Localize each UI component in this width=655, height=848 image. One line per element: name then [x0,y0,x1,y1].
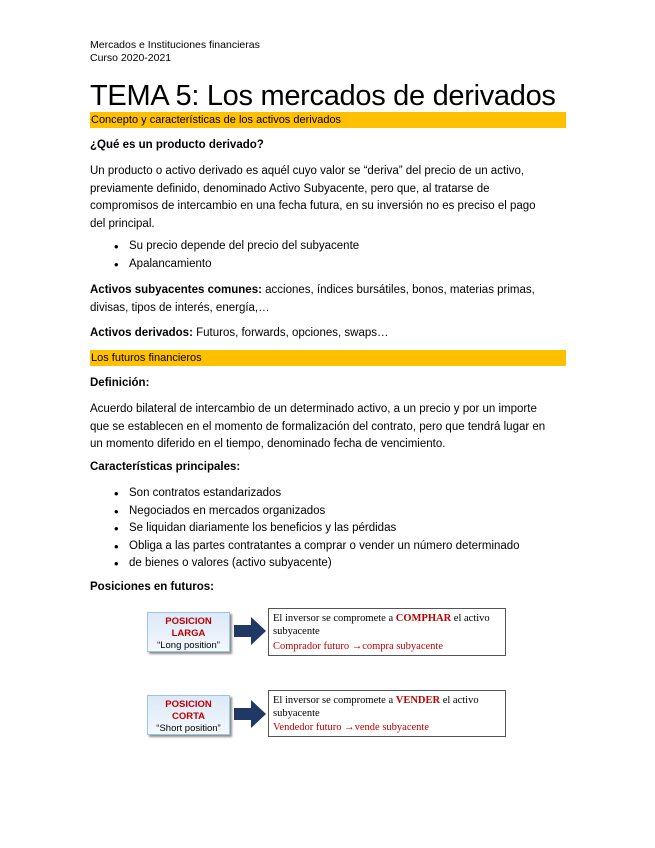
futures-definition-paragraph [90,401,566,454]
bullet-item: • Negociados en mercados organizados [114,503,520,521]
definition-line: Un producto o activo derivado es aquél cuyo valor se “deriva” del precio de un activo, [90,165,525,177]
page-title: TEMA 5: Los mercados de derivados [90,80,556,112]
characteristics-heading: Características principales: [90,461,241,473]
desc-verb: VENDER [395,695,441,706]
short-position-type: CORTA [171,711,206,722]
positions-heading: Posiciones en futuros: [90,581,214,593]
subyacentes-text-line2: divisas, tipos de interés, energía,… [90,301,270,314]
subyacentes-paragraph [90,282,566,317]
short-position-label: POSICION [165,699,212,710]
bullet-item: • Obliga a las partes contratantes a comprar o vender un número determinado [114,538,520,556]
long-position-description [268,608,506,656]
desc-line2: subyacente [273,708,320,719]
definition-line: un momento diferido en el tiempo, denominado fecha de vencimiento. [90,438,446,450]
definition-line: del principal. [90,217,155,230]
desc-verb: COMPHAR [395,613,452,624]
subyacentes-label: Activos subyacentes comunes: [90,284,262,296]
derivados-text: Futuros, forwards, opciones, swaps… [192,327,389,339]
definition-line: que se establecen en el momento de formalización del contrato, pero que tendrá lugar en [90,420,546,433]
bullet-item: • Apalancamiento [114,256,359,274]
question-heading: ¿Qué es un producto derivado? [90,139,264,151]
derivados-label: Activos derivados: [90,327,193,339]
long-position-box [147,612,230,652]
long-position-label: POSICION [165,616,212,627]
long-position-type: LARGA [171,628,206,639]
definition-paragraph [90,163,566,233]
section-band-futuros: Los futuros financieros [90,350,566,366]
course-year: Curso 2020-2021 [90,52,172,64]
desc-line3: Comprador futuro →compra subyacente [273,641,443,652]
long-position-english: “Long position” [157,640,220,651]
bullet-item: • Su precio depende del precio del subyacente [114,238,359,256]
desc-text: El inversor se compromete a [273,613,396,624]
desc-text: el activo [451,613,490,624]
right-arrow-icon [234,617,266,645]
section-band-concepto: Concepto y características de los activos derivados [90,112,566,128]
definition-line: previamente definido, denominado Activo Subyacente, pero que, al tratarse de [90,182,490,195]
definition-heading: Definición: [90,377,150,389]
subyacentes-text: acciones, índices bursátiles, bonos, materias primas, [261,284,535,296]
bullet-item: • de bienes o valores (activo subyacente) [114,555,520,573]
definition-line: compromisos de intercambio en una fecha futura, en su inversión no es preciso el pago [90,200,536,212]
desc-line3: Vendedor futuro →vende subyacente [273,722,429,733]
course-name: Mercados e Instituciones financieras [90,39,260,51]
bullet-item: • Son contratos estandarizados [114,485,520,503]
bullet-item: • Se liquidan diariamente los beneficios y las pérdidas [114,520,520,538]
desc-line2: subyacente [273,626,320,637]
short-position-box [147,695,230,735]
derivados-paragraph [90,325,566,343]
right-arrow-icon [234,700,266,728]
characteristics-bullets [114,485,520,573]
short-position-description [268,690,506,737]
short-position-english: “Short position” [156,723,221,734]
desc-text: el activo [440,695,479,706]
definition-line: Acuerdo bilateral de intercambio de un determinado activo, a un precio y por un importe [90,403,537,415]
desc-text: El inversor se compromete a [273,695,396,706]
derivative-bullets [114,238,359,273]
